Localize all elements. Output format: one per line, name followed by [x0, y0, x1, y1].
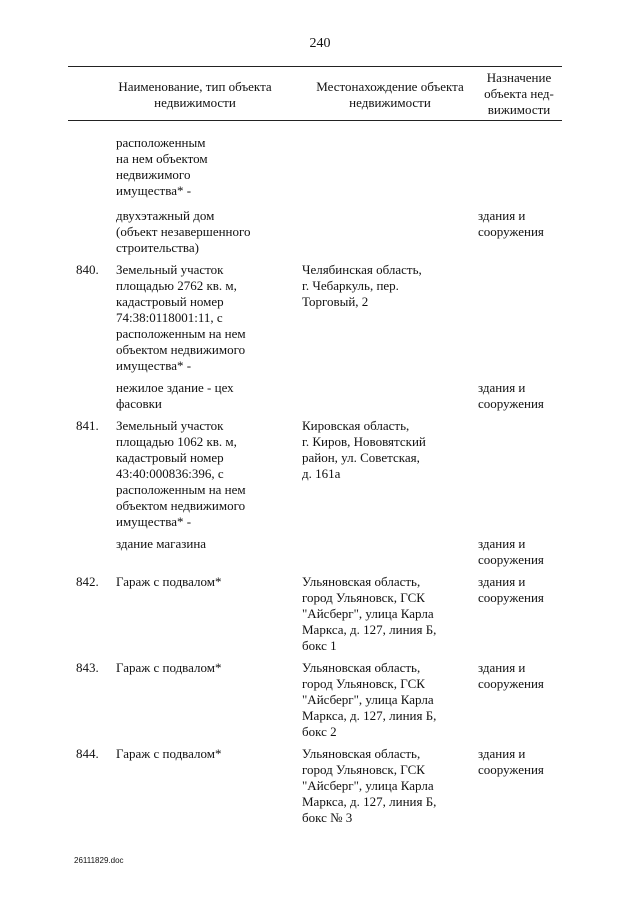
row-number: 841. — [76, 418, 99, 433]
row-purpose: здания и сооружения — [478, 380, 544, 411]
header-location: Местонахождение объекта недвижимости — [316, 79, 464, 110]
row-purpose: здания и сооружения — [478, 208, 544, 239]
row-name: Земельный участок площадью 1062 кв. м, кадастровый номер 43:40:000836:396, с расположенным на нем объектом недвижимого имущества* - — [116, 418, 246, 529]
row-location: Ульяновская область, город Ульяновск, ГСК "Айсберг", улица Карла Маркса, д. 127, линия Б, бокс 2 — [302, 660, 437, 739]
row-purpose: здания и сооружения — [478, 574, 544, 605]
header-bottom-rule — [68, 120, 562, 121]
row-purpose: здания и сооружения — [478, 660, 544, 691]
row-name: Гараж с подвалом* — [116, 746, 222, 761]
page-number: 240 — [309, 36, 331, 51]
row-name: Гараж с подвалом* — [116, 574, 222, 589]
row-location: Ульяновская область, город Ульяновск, ГСК "Айсберг", улица Карла Маркса, д. 127, линия Б, бокс № 3 — [302, 746, 437, 825]
row-name: двухэтажный дом (объект незавершенного строительства) — [116, 208, 251, 255]
header-name-type: Наименование, тип объекта недвижимости — [118, 79, 272, 110]
row-name: нежилое здание - цех фасовки — [116, 380, 234, 411]
footer-filename: 26111829.doc — [74, 856, 124, 865]
row-name: расположенным на нем объектом недвижимого имущества* - — [116, 135, 208, 198]
row-number: 840. — [76, 262, 99, 277]
row-number: 844. — [76, 746, 99, 761]
row-purpose: здания и сооружения — [478, 536, 544, 567]
row-location: Челябинская область, г. Чебаркуль, пер. Торговый, 2 — [302, 262, 422, 309]
row-location: Ульяновская область, город Ульяновск, ГСК "Айсберг", улица Карла Маркса, д. 127, линия Б, бокс 1 — [302, 574, 437, 653]
row-name: здание магазина — [116, 536, 207, 551]
row-purpose: здания и сооружения — [478, 746, 544, 777]
header-top-rule — [68, 66, 562, 67]
row-name: Гараж с подвалом* — [116, 660, 222, 675]
row-location: Кировская область, г. Киров, Нововятский район, ул. Советская, д. 161а — [302, 418, 426, 481]
header-purpose: Назначение объекта нед- вижимости — [484, 70, 554, 117]
row-number: 843. — [76, 660, 99, 675]
row-number: 842. — [76, 574, 99, 589]
row-name: Земельный участок площадью 2762 кв. м, кадастровый номер 74:38:0118001:11, с расположенным на нем объектом недвижимого имущества* - — [116, 262, 246, 373]
